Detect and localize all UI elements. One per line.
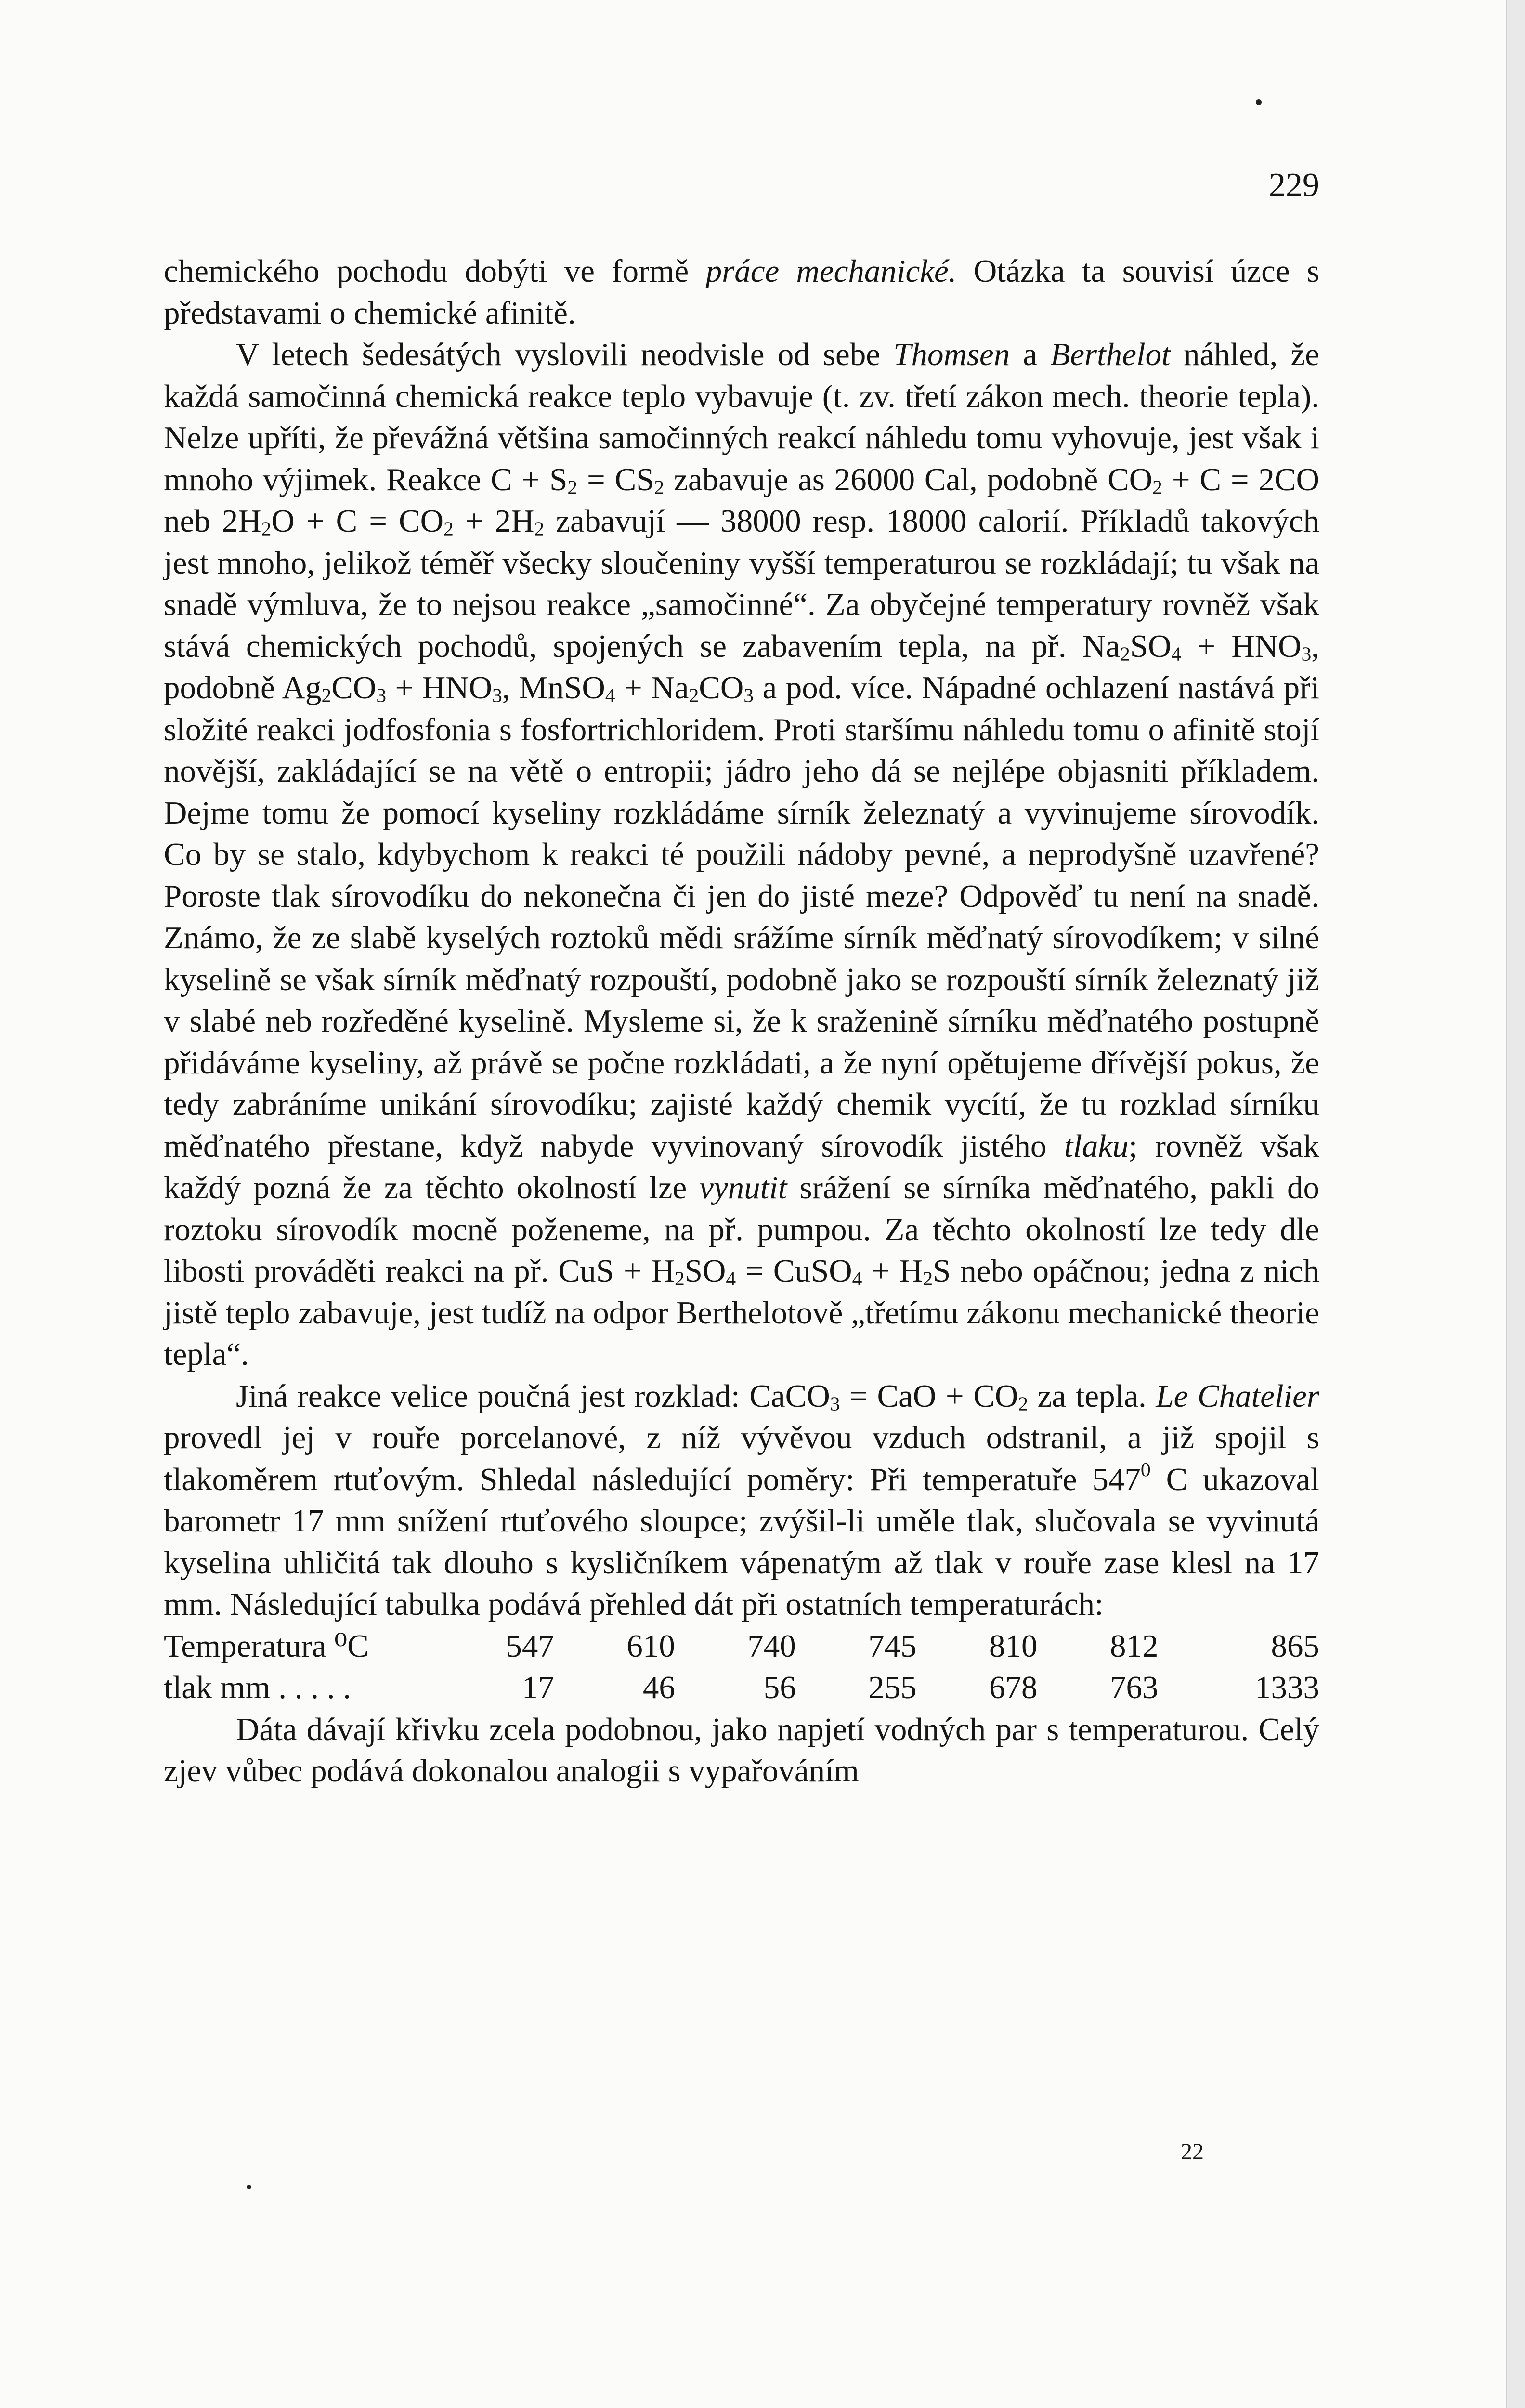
subscript: 2 <box>675 1267 685 1290</box>
table-cell: 745 <box>868 1628 917 1664</box>
decorative-speck <box>1256 99 1262 105</box>
row-label: tlak mm . . . . . <box>164 1670 351 1705</box>
text-run: zabavují — 38000 resp. 18000 calorií. Příkladů takových jest mnoho, jelikož téměř všecky sloučeniny vyšší temperaturou se rozkládají; tu však na snadě výmluva, že to nejsou reakce „samočinné“. Za obyčejné temperatury rovněž však stává chemických pochodů, spojených se zabavením tepla, na př. Na <box>164 503 1320 664</box>
text-run: , MnSO <box>502 670 605 706</box>
text-run: zabavuje as 26000 Cal, podobně CO <box>664 461 1153 497</box>
table-cell: 865 <box>1271 1628 1319 1664</box>
subscript: 4 <box>1171 642 1182 665</box>
text-run: provedl jej v rouře porcelanové, z níž vývěvou vzduch odstranil, a již spojil s tlakoměrem rtuťovým. Shledal následující poměry: Při temperatuře 547 <box>164 1420 1319 1497</box>
subscript: 3 <box>492 684 502 707</box>
text-run: CO <box>699 670 744 706</box>
subscript: 3 <box>1301 642 1312 665</box>
paragraph <box>164 1709 1319 1792</box>
text-run: + HNO <box>386 670 492 706</box>
body-text <box>164 250 1319 1792</box>
decorative-speck <box>247 2185 251 2189</box>
text-run: O + C = CO <box>271 503 444 539</box>
text-run: S nebo opáčnou; jedna z nich jistě teplo zabavuje, jest tudíž na odpor Berthelotově „třetímu zákonu mechanické theorie tepla“. <box>164 1253 1319 1372</box>
text-run: = CS <box>577 461 654 497</box>
table-cell: 812 <box>1109 1628 1159 1664</box>
subscript: 2 <box>1120 642 1130 665</box>
table-cell: 610 <box>626 1628 675 1664</box>
page-edge <box>1506 0 1525 2408</box>
subscript: 4 <box>852 1267 862 1290</box>
subscript: 2 <box>534 517 545 540</box>
text-run: + HNO <box>1181 628 1302 664</box>
subscript: 2 <box>654 475 665 498</box>
table-cell: 56 <box>763 1670 796 1705</box>
text-run: + H <box>862 1253 923 1289</box>
table-cell: 678 <box>989 1670 1038 1705</box>
italic-text: Thomsen <box>893 337 1010 372</box>
italic-text: Le Chatelier <box>1156 1378 1319 1414</box>
closing-paragraph <box>164 1709 1319 1792</box>
text-run: = CuSO <box>736 1253 852 1289</box>
text-run: V letech šedesátých vyslovili neodvisle od sebe <box>236 337 894 372</box>
text-run: CO <box>331 670 377 706</box>
subscript: 2 <box>923 1267 933 1290</box>
paragraph <box>164 1375 1319 1625</box>
italic-text: vynutit <box>699 1170 787 1205</box>
text-run: C ukazoval barometr 17 mm snížení rtuťového sloupce; zvýšil-li uměle tlak, slučovala se vyvinutá kyselina uhličitá tak dlouho s kysličníkem vápenatým až tlak v rouře zase klesl na 17 mm. Následující tabulka podává přehled dát při ostatních temperaturách: <box>164 1461 1319 1622</box>
row-label: Temperatura ⁰C <box>164 1628 369 1664</box>
superscript: 0 <box>1140 1458 1151 1480</box>
table-cell: 1333 <box>1255 1670 1319 1705</box>
subscript: 4 <box>726 1267 736 1290</box>
sheet-signature: 22 <box>1181 2139 1204 2164</box>
subscript: 2 <box>443 517 454 540</box>
subscript: 4 <box>605 684 615 707</box>
text-run: SO <box>684 1253 726 1289</box>
text-run: náhled, že každá samočinná chemická reakce teplo vybavuje (t. zv. třetí zákon mech. theorie tepla). Nelze upříti, že převážná většina samočinných reakcí náhledu tomu vyhovuje, jest však i mnoho výjimek. Reakce C + S <box>164 337 1319 497</box>
text-run: + Na <box>615 670 689 706</box>
text-run: + C = 2CO neb 2H <box>164 461 1320 539</box>
text-run: Jiná reakce velice poučná jest rozklad: CaCO <box>236 1378 830 1414</box>
table-cell: 17 <box>521 1670 554 1705</box>
subscript: 3 <box>376 684 387 707</box>
table-cell: 46 <box>642 1670 675 1705</box>
subscript: 2 <box>321 684 332 707</box>
text-run: chemického pochodu dobýti ve formě <box>164 253 706 289</box>
paragraph <box>164 334 1319 1375</box>
subscript: 2 <box>261 517 272 540</box>
paragraph <box>164 250 1319 334</box>
table-row <box>164 1625 1319 1667</box>
page-number: 229 <box>1269 167 1319 204</box>
text-run: + 2H <box>453 503 534 539</box>
italic-text: tlaku <box>1064 1128 1129 1164</box>
table-cell: 547 <box>506 1628 554 1664</box>
paragraphs <box>164 250 1319 1625</box>
text-run: a pod. více. Nápadné ochlazení nastává při složité reakci jodfosfonia s fosfortrichloridem. Proti staršímu náhledu tomu o afinitě stojí novější, zakládající se na větě o entropii; jádro jeho dá se nejlépe objasniti příkladem. Dejme tomu že pomocí kyseliny rozkládáme sírník železnatý a vyvinujeme sírovodík. Co by se stalo, kdybychom k reakci té použili nádoby pevné, a neprodyšně uzavřené? Poroste tlak sírovodíku do nekonečna či jen do jisté meze? Odpověď tu není na snadě. Známo, že ze slabě kyselých roztoků mědi srážíme sírník měďnatý sírovodíkem; v silné kyselině se však sírník měďnatý rozpouští, podobně jako se rozpouští sírník železnatý již v slabé neb rozředěné kyselině. Mysleme si, že k sraženině sírníku měďnatého postupně přidáváme kyseliny, až právě se počne rozkládati, a že nyní opětujeme dřívější pokus, že tedy zabráníme unikání sírovodíku; zajisté každý chemik vycítí, že tu rozklad sírníku měďnatého přestane, když nabyde vyvinovaný sírovodík jistého <box>164 670 1319 1164</box>
text-run: Otázka ta souvisí úzce s představami o chemické afinitě. <box>164 253 1319 331</box>
subscript: 2 <box>1018 1392 1029 1414</box>
subscript: 2 <box>689 684 699 707</box>
text-run: , podobně Ag <box>164 628 1319 706</box>
text-run: Dáta dávají křivku zcela podobnou, jako napjetí vodných par s temperaturou. Celý zjev vůbec podává dokonalou analogii s vypařováním <box>164 1711 1319 1789</box>
table-cell: 810 <box>989 1628 1038 1664</box>
table-cell: 740 <box>747 1628 796 1664</box>
italic-text: práce mechanické. <box>705 253 957 289</box>
subscript: 2 <box>567 475 578 498</box>
table-cell: 255 <box>868 1670 917 1705</box>
text-run: = CaO + CO <box>840 1378 1018 1414</box>
text-run: srážení se sírníka měďnatého, pakli do roztoku sírovodík mocně poženeme, na př. pumpou. Za těchto okolností lze tedy dle libosti prováděti reakci na př. CuS + H <box>164 1170 1319 1289</box>
subscript: 3 <box>743 684 754 707</box>
table-cell: 763 <box>1109 1670 1159 1705</box>
text-run: a <box>1010 337 1051 372</box>
italic-text: Berthelot <box>1050 337 1171 372</box>
text-run: ; rovněž však každý pozná že za těchto okolností lze <box>164 1128 1319 1205</box>
subscript: 3 <box>830 1392 840 1414</box>
temperature-pressure-table <box>164 1625 1319 1709</box>
text-run: SO <box>1130 628 1172 664</box>
table-row <box>164 1667 1319 1709</box>
subscript: 2 <box>1152 475 1162 498</box>
text-run: za tepla. <box>1028 1378 1156 1414</box>
